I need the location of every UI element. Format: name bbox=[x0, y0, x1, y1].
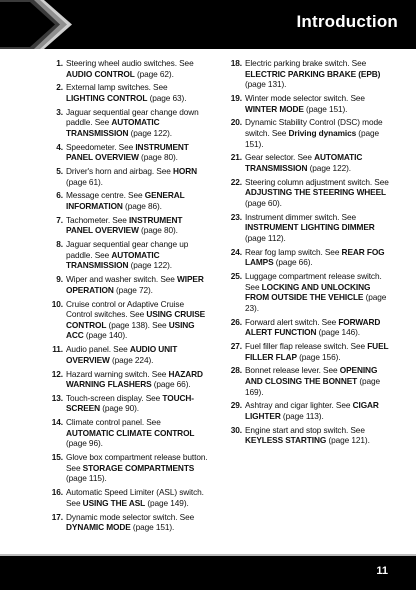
legend-item-text bbox=[245, 425, 370, 446]
cross-reference: LOCKING AND UNLOCKING FROM OUTSIDE THE VEHICLE bbox=[245, 281, 371, 303]
cross-reference: ADJUSTING THE STEERING WHEEL bbox=[245, 187, 387, 198]
legend-item-number: 28. bbox=[230, 365, 242, 376]
legend-item-text bbox=[66, 82, 186, 103]
description-text: Engine start and stop switch. See bbox=[245, 424, 365, 435]
page-title: Introduction bbox=[296, 12, 398, 31]
description-text: External lamp switches. See bbox=[66, 82, 168, 93]
cross-reference: OPENING AND CLOSING THE BONNET bbox=[245, 365, 378, 386]
description-text: Luggage compartment release switch. See bbox=[245, 271, 382, 292]
description-text: Audio panel. See bbox=[66, 344, 130, 355]
legend-item bbox=[48, 417, 208, 449]
legend-item-text bbox=[245, 117, 383, 148]
description-text: Climate control panel. See bbox=[66, 417, 161, 428]
legend-item-number: 1. bbox=[56, 58, 63, 68]
legend-item-text bbox=[245, 93, 365, 114]
legend-item-number: 19. bbox=[230, 92, 242, 103]
legend-item-number: 22. bbox=[230, 176, 242, 187]
cross-reference: AUDIO UNIT OVERVIEW bbox=[66, 344, 178, 365]
legend-list-left bbox=[48, 58, 208, 536]
legend-item bbox=[48, 274, 208, 295]
description-text: Winter mode selector switch. See bbox=[245, 92, 365, 103]
legend-item bbox=[227, 177, 393, 209]
description-text: (page 66). bbox=[273, 257, 313, 268]
legend-item-number: 6. bbox=[56, 190, 63, 201]
legend-item bbox=[227, 93, 393, 114]
legend-item bbox=[48, 58, 208, 79]
description-text: (page 80). bbox=[138, 152, 178, 163]
description-text: Gear selector. See bbox=[245, 152, 315, 163]
description-text: (page 169). bbox=[245, 375, 381, 397]
description-text: (page 96). bbox=[66, 438, 103, 449]
description-text: Bonnet release lever. See bbox=[245, 365, 340, 376]
legend-item bbox=[227, 271, 393, 313]
description-text: Glove box compartment release button. See bbox=[66, 452, 208, 473]
cross-reference: AUTOMATIC TRANSMISSION bbox=[245, 152, 363, 173]
legend-item-text bbox=[66, 299, 205, 341]
legend-item-text bbox=[66, 512, 194, 533]
description-text: Hazard warning switch. See bbox=[66, 368, 169, 379]
legend-item-text bbox=[66, 487, 204, 508]
legend-list-right bbox=[227, 58, 393, 449]
description-text: Driver's horn and airbag. See bbox=[66, 166, 173, 177]
legend-item-number: 4. bbox=[56, 141, 63, 152]
header-chevron-graphic bbox=[0, 0, 110, 49]
description-text: Cruise control or Adaptive Cruise Control switches. See bbox=[66, 298, 184, 320]
description-text: Dynamic mode selector switch. See bbox=[66, 511, 195, 522]
legend-item bbox=[227, 152, 393, 173]
description-text: Electric parking brake switch. See bbox=[245, 58, 367, 68]
cross-reference: INSTRUMENT LIGHTING DIMMER bbox=[245, 222, 375, 233]
legend-item bbox=[227, 425, 393, 446]
legend-item bbox=[48, 239, 208, 271]
legend-item-number: 13. bbox=[51, 392, 63, 403]
description-text: Steering column adjustment switch. See bbox=[245, 176, 389, 187]
cross-reference: TOUCH-SCREEN bbox=[66, 392, 194, 414]
legend-item-text bbox=[66, 142, 189, 163]
legend-item-text bbox=[245, 271, 386, 313]
legend-item-number: 16. bbox=[51, 487, 63, 498]
cross-reference: STORAGE COMPARTMENTS bbox=[82, 462, 195, 473]
legend-item-number: 27. bbox=[230, 340, 242, 351]
legend-item-text bbox=[245, 365, 380, 396]
description-text: Automatic Speed Limiter (ASL) switch. See bbox=[66, 487, 204, 508]
cross-reference: HAZARD WARNING FLASHERS bbox=[66, 368, 203, 390]
legend-item-text bbox=[66, 58, 194, 79]
description-text: (page 63). bbox=[147, 92, 187, 103]
legend-item bbox=[227, 247, 393, 268]
description-text: Ashtray and cigar lighter. See bbox=[245, 400, 353, 411]
legend-item-number: 14. bbox=[51, 417, 63, 428]
legend-item-number: 2. bbox=[56, 82, 63, 93]
description-text: (page 86). bbox=[122, 201, 162, 212]
description-text: (page 122). bbox=[128, 260, 172, 271]
legend-item bbox=[48, 107, 208, 139]
legend-item-text bbox=[245, 247, 385, 268]
cross-reference: GENERAL INFORMATION bbox=[66, 190, 185, 212]
description-text: Touch-screen display. See bbox=[66, 392, 163, 403]
legend-item-text bbox=[66, 190, 184, 211]
description-text: (page 140). bbox=[83, 330, 128, 341]
description-text: (page 131). bbox=[245, 79, 287, 90]
cross-reference: Driving dynamics bbox=[288, 127, 357, 138]
legend-item bbox=[227, 365, 393, 397]
legend-item-text bbox=[245, 341, 388, 362]
description-text: (page 23). bbox=[245, 292, 387, 313]
cross-reference: INSTRUMENT PANEL OVERVIEW bbox=[66, 141, 189, 163]
legend-item bbox=[227, 317, 393, 338]
cross-reference: INSTRUMENT PANEL OVERVIEW bbox=[66, 214, 183, 236]
legend-item-number: 3. bbox=[56, 106, 63, 117]
cross-reference: AUTOMATIC TRANSMISSION bbox=[66, 117, 160, 138]
description-text: (page 156). bbox=[296, 351, 341, 362]
description-text: (page 60). bbox=[245, 197, 282, 208]
cross-reference: ELECTRIC PARKING BRAKE (EPB) bbox=[245, 68, 381, 79]
page-footer bbox=[0, 554, 416, 590]
description-text: (page 90). bbox=[99, 403, 140, 414]
legend-item-text bbox=[66, 417, 194, 448]
legend-item-text bbox=[245, 212, 375, 243]
legend-item-number: 21. bbox=[230, 152, 242, 163]
legend-item bbox=[48, 369, 208, 390]
legend-item bbox=[227, 400, 393, 421]
legend-item-number: 26. bbox=[230, 316, 242, 327]
legend-item-number: 25. bbox=[230, 271, 242, 281]
description-text: (page 151). bbox=[245, 127, 380, 149]
legend-item bbox=[48, 166, 208, 187]
legend-item-number: 12. bbox=[51, 368, 63, 379]
cross-reference: DYNAMIC MODE bbox=[66, 522, 131, 533]
description-text: (page 112). bbox=[245, 232, 286, 243]
legend-item-text bbox=[66, 274, 204, 295]
legend-item-number: 20. bbox=[230, 117, 242, 128]
cross-reference: HORN bbox=[172, 166, 197, 177]
cross-reference: CIGAR LIGHTER bbox=[245, 400, 379, 421]
description-text: Tachometer. See bbox=[66, 214, 129, 225]
legend-item-text bbox=[245, 317, 380, 338]
description-text: (page 224). bbox=[109, 354, 154, 365]
cross-reference: USING ACC bbox=[66, 319, 195, 341]
legend-item-text bbox=[66, 369, 203, 390]
legend-item-text bbox=[66, 239, 188, 270]
legend-item bbox=[48, 487, 208, 508]
footer-rule bbox=[0, 554, 416, 556]
legend-item-text bbox=[66, 344, 177, 365]
legend-item bbox=[48, 215, 208, 236]
cross-reference: USING THE ASL bbox=[82, 497, 146, 508]
legend-item-text bbox=[245, 400, 379, 421]
description-text: Rear fog lamp switch. See bbox=[245, 246, 342, 257]
description-text: (page 122). bbox=[307, 162, 351, 173]
legend-item-number: 8. bbox=[56, 239, 63, 250]
cross-reference: FUEL FILLER FLAP bbox=[245, 340, 389, 362]
description-text: Fuel filler flap release switch. See bbox=[245, 340, 368, 351]
legend-item-text bbox=[66, 166, 197, 187]
legend-item bbox=[227, 341, 393, 362]
cross-reference: WINTER MODE bbox=[245, 103, 304, 114]
page-header bbox=[0, 0, 416, 49]
legend-item-text bbox=[66, 393, 194, 414]
legend-item bbox=[48, 452, 208, 484]
description-text: (page 151). bbox=[130, 522, 175, 533]
legend-item bbox=[48, 393, 208, 414]
description-text: (page 66). bbox=[151, 379, 191, 390]
description-text: (page 115). bbox=[66, 473, 107, 484]
legend-item-number: 29. bbox=[230, 400, 242, 411]
description-text: Steering wheel audio switches. See bbox=[66, 58, 194, 68]
description-text: (page 80). bbox=[138, 225, 178, 236]
description-text: Forward alert switch. See bbox=[245, 316, 339, 327]
description-text: (page 62). bbox=[134, 68, 174, 79]
description-text: Message centre. See bbox=[66, 190, 145, 201]
description-text: Wiper and washer switch. See bbox=[66, 274, 178, 285]
description-text: (page 146). bbox=[316, 327, 360, 338]
legend-item bbox=[227, 212, 393, 244]
description-text: (page 72). bbox=[113, 284, 153, 295]
legend-item-number: 15. bbox=[51, 452, 63, 463]
description-text: Speedometer. See bbox=[66, 141, 136, 152]
description-text: (page 121). bbox=[326, 435, 370, 446]
legend-item-number: 18. bbox=[230, 58, 242, 68]
legend-item bbox=[227, 58, 393, 90]
description-text: Dynamic Stability Control (DSC) mode switch. See bbox=[245, 117, 383, 138]
legend-item bbox=[227, 117, 393, 149]
legend-item-number: 9. bbox=[56, 274, 63, 285]
description-text: Jaguar sequential gear change down paddle. See bbox=[66, 106, 199, 128]
description-text: (page 122). bbox=[128, 127, 172, 138]
cross-reference: WIPER OPERATION bbox=[66, 274, 204, 295]
legend-item-text bbox=[245, 177, 389, 208]
description-text: (page 151). bbox=[303, 103, 348, 114]
cross-reference: REAR FOG LAMPS bbox=[245, 246, 385, 268]
cross-reference: AUTOMATIC CLIMATE CONTROL bbox=[66, 427, 195, 438]
page-number: 11 bbox=[376, 565, 388, 577]
cross-reference: USING CRUISE CONTROL bbox=[66, 309, 206, 330]
legend-item-text bbox=[66, 107, 199, 138]
description-text: Instrument dimmer switch. See bbox=[245, 211, 356, 222]
legend-item bbox=[48, 344, 208, 365]
legend-item bbox=[48, 299, 208, 341]
description-text: (page 149). bbox=[145, 497, 189, 508]
legend-item-text bbox=[66, 215, 182, 236]
legend-item-text bbox=[245, 58, 380, 89]
description-text: Jaguar sequential gear change up paddle. See bbox=[66, 239, 189, 260]
legend-item-number: 10. bbox=[51, 298, 63, 309]
legend-item-number: 7. bbox=[56, 214, 63, 225]
cross-reference: FORWARD ALERT FUNCTION bbox=[245, 316, 381, 338]
legend-item-number: 17. bbox=[51, 511, 63, 522]
legend-item-number: 5. bbox=[56, 166, 63, 177]
legend-item bbox=[48, 82, 208, 103]
cross-reference: AUTOMATIC TRANSMISSION bbox=[66, 249, 160, 271]
cross-reference: KEYLESS STARTING bbox=[245, 435, 327, 446]
legend-item-number: 11. bbox=[52, 344, 63, 355]
cross-reference: AUDIO CONTROL bbox=[66, 68, 135, 79]
legend-item-text bbox=[66, 452, 208, 483]
cross-reference: LIGHTING CONTROL bbox=[66, 92, 148, 103]
description-text: (page 61). bbox=[66, 176, 103, 187]
legend-item-text bbox=[245, 152, 362, 173]
description-text: (page 138). See bbox=[106, 319, 169, 330]
legend-item-number: 24. bbox=[230, 246, 242, 257]
legend-item bbox=[48, 142, 208, 163]
legend-item bbox=[48, 512, 208, 533]
legend-item bbox=[48, 190, 208, 211]
legend-item-number: 23. bbox=[230, 211, 242, 222]
legend-item-number: 30. bbox=[230, 424, 242, 435]
description-text: (page 113). bbox=[280, 410, 324, 421]
